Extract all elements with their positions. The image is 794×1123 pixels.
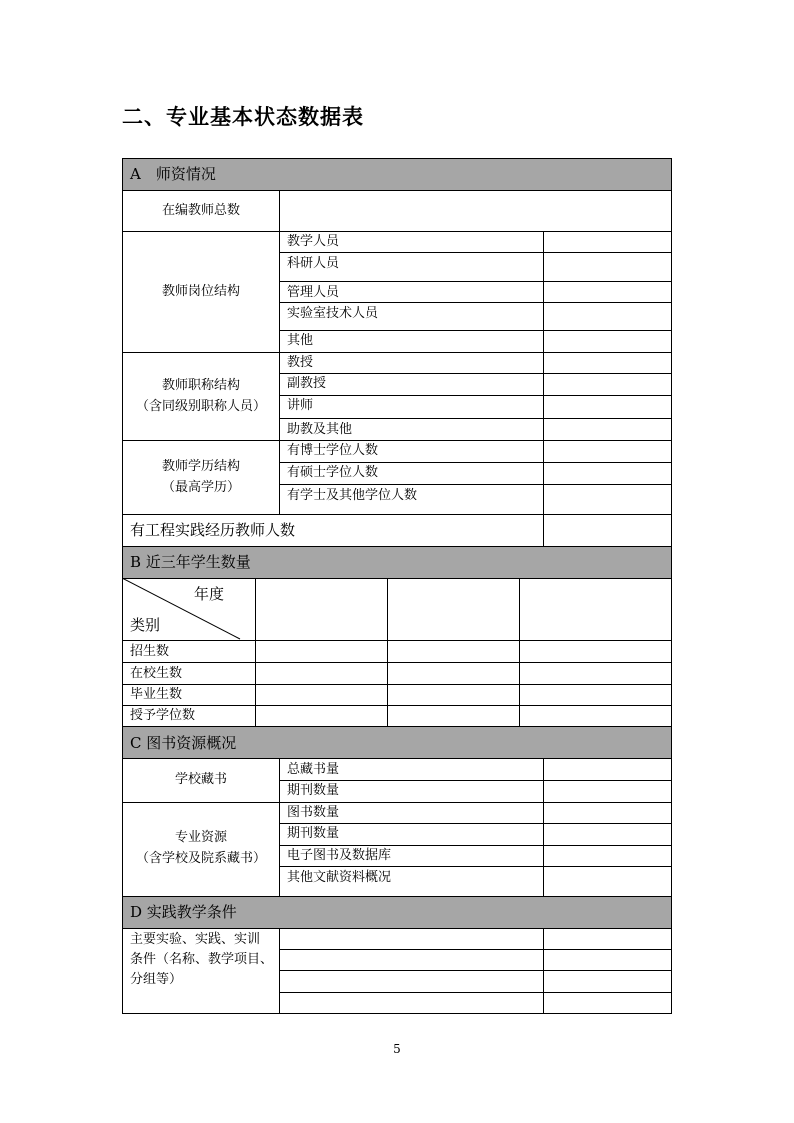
section-a-header: A 师资情况 xyxy=(130,165,216,183)
table-border xyxy=(671,158,672,547)
page-title: 二、专业基本状态数据表 xyxy=(122,105,364,129)
table-border xyxy=(122,758,672,759)
practice-label-line: 主要实验、实践、实训 xyxy=(130,932,261,947)
table-border xyxy=(122,1013,672,1014)
major-resources-sublabel: （含学校及院系藏书） xyxy=(135,851,266,866)
table-border xyxy=(279,252,672,253)
section-d-header: D 实践教学条件 xyxy=(130,903,237,921)
table-border xyxy=(122,231,672,232)
table-border xyxy=(279,970,672,971)
student-row-label: 在校生数 xyxy=(130,666,183,681)
student-row-label: 授予学位数 xyxy=(130,708,196,723)
table-border xyxy=(279,190,280,514)
table-border xyxy=(279,395,672,396)
diag-label-year: 年度 xyxy=(194,585,225,603)
major-resources-label: 专业资源 xyxy=(174,830,227,845)
education-structure-sublabel: （最高学历） xyxy=(161,480,240,495)
school-collection-label: 学校藏书 xyxy=(174,772,227,787)
major-item: 其他文献资料概况 xyxy=(287,870,392,885)
engineering-experience-label: 有工程实践经历教师人数 xyxy=(130,521,296,539)
table-border xyxy=(279,780,672,781)
table-border xyxy=(279,484,672,485)
table-border xyxy=(671,896,672,1014)
diag-label-category: 类别 xyxy=(130,616,161,634)
education-structure-label: 教师学历结构 xyxy=(161,459,240,474)
table-border xyxy=(279,281,672,282)
table-border xyxy=(122,726,123,897)
table-border xyxy=(519,578,520,726)
table-border xyxy=(122,684,672,685)
table-border xyxy=(122,514,672,515)
education-item: 有博士学位人数 xyxy=(287,443,379,458)
post-item: 实验室技术人员 xyxy=(287,306,379,321)
table-border xyxy=(279,418,672,419)
practice-label-line: 条件（名称、教学项目、 xyxy=(130,952,274,967)
table-border xyxy=(671,726,672,897)
post-structure-label: 教师岗位结构 xyxy=(161,284,240,299)
school-item: 期刊数量 xyxy=(287,783,340,798)
table-border xyxy=(671,546,672,727)
page-number: 5 xyxy=(393,1042,401,1056)
table-border xyxy=(279,302,672,303)
table-border xyxy=(122,352,672,353)
table-border xyxy=(279,992,672,993)
table-border xyxy=(543,231,544,546)
table-border xyxy=(279,928,280,1013)
title-item: 讲师 xyxy=(287,398,314,413)
table-border xyxy=(122,896,123,1014)
table-border xyxy=(279,845,672,846)
table-border xyxy=(387,578,388,726)
post-item: 其他 xyxy=(287,333,314,348)
table-border xyxy=(122,662,672,663)
title-item: 教授 xyxy=(287,355,314,370)
major-item: 电子图书及数据库 xyxy=(287,848,392,863)
table-border xyxy=(122,190,672,191)
total-teachers-label: 在编教师总数 xyxy=(161,203,240,218)
title-item: 副教授 xyxy=(287,376,327,391)
title-structure-sublabel: （含同级别职称人员） xyxy=(135,399,266,414)
post-item: 管理人员 xyxy=(287,285,340,300)
table-border xyxy=(122,705,672,706)
table-border xyxy=(279,373,672,374)
major-item: 图书数量 xyxy=(287,805,340,820)
table-border xyxy=(279,462,672,463)
education-item: 有学士及其他学位人数 xyxy=(287,488,418,503)
education-item: 有硕士学位人数 xyxy=(287,465,379,480)
table-border xyxy=(279,758,280,896)
table-border xyxy=(279,330,672,331)
table-border xyxy=(279,866,672,867)
section-b-header: B 近三年学生数量 xyxy=(130,553,251,571)
student-row-label: 毕业生数 xyxy=(130,687,183,702)
table-border xyxy=(279,823,672,824)
table-border xyxy=(122,928,672,929)
title-structure-label: 教师职称结构 xyxy=(161,378,240,393)
table-border xyxy=(122,440,672,441)
table-border xyxy=(122,158,672,159)
section-c-header: C 图书资源概况 xyxy=(130,734,237,752)
table-border xyxy=(279,949,672,950)
post-item: 科研人员 xyxy=(287,256,340,271)
title-item: 助教及其他 xyxy=(287,422,353,437)
table-border xyxy=(122,802,672,803)
table-border xyxy=(543,758,544,896)
major-item: 期刊数量 xyxy=(287,826,340,841)
school-item: 总藏书量 xyxy=(287,762,340,777)
practice-label-line: 分组等） xyxy=(130,972,183,987)
post-item: 教学人员 xyxy=(287,234,340,249)
student-row-label: 招生数 xyxy=(130,644,170,659)
table-border xyxy=(543,928,544,1013)
